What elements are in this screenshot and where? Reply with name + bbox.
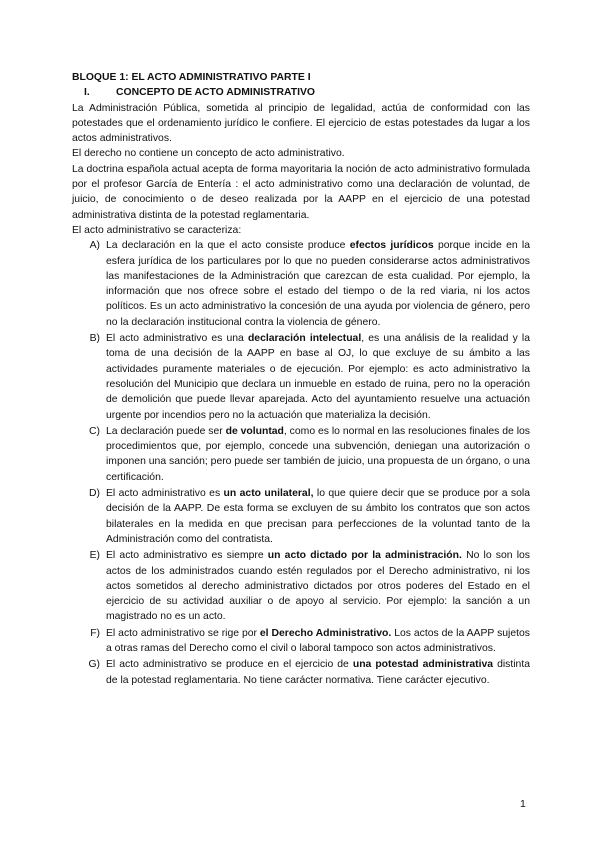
list-item-label: C) xyxy=(89,425,100,437)
list-item xyxy=(72,486,530,547)
list-item-text-pre: El acto administrativo es siempre xyxy=(106,550,268,562)
list-item-label: F) xyxy=(90,627,100,639)
list-item-label: G) xyxy=(88,659,100,671)
list-item-text-pre: El acto administrativo se rige por xyxy=(106,627,260,639)
paragraph-intro: La Administración Pública, sometida al principio de legalidad, actúa de conformidad con las potestades que el ordenamiento jurídico le confiere. El ejercicio de estas potestades da lugar a los actos administrativos. xyxy=(72,102,530,145)
list-item-text-bold: efectos jurídicos xyxy=(349,240,434,252)
list-item-text-bold: un acto unilateral, xyxy=(223,488,314,500)
list-item-text-bold: de voluntad xyxy=(225,425,284,437)
list-item-text-bold: una potestad administrativa xyxy=(352,659,494,671)
list-item xyxy=(72,331,530,423)
list-item-text-post: , es una análisis de la realidad y la toma de una decisión de la AAPP en base al OJ, lo que excluye de su ámbito a las actividades puramente materiales o de ejecución. Por ejemplo: es acto administrativo la resolución del Municipio que declara un inmueble en estado de ruina, pero no la operación de demolición que puede llevar aparejada. Acto del ayuntamiento resuelve una actuación urgente por incendios pero no la actuación que materializa la decisión. xyxy=(106,333,530,421)
list-item-text xyxy=(106,657,530,688)
list-item-label: B) xyxy=(89,333,100,345)
list-item xyxy=(72,424,530,485)
list-item-text-pre: El acto administrativo es una xyxy=(106,333,248,345)
list-item-text-post: Los actos de la AAPP sujetos a otras ramas del Derecho como el civil o laboral tampoco son actos administrativos. xyxy=(106,627,530,654)
section-title: CONCEPTO DE ACTO ADMINISTRATIVO xyxy=(116,87,315,99)
section-heading xyxy=(72,85,530,100)
list-item-text-bold: declaración intelectual xyxy=(247,333,362,345)
list-item-text xyxy=(106,238,530,330)
list-item-label: D) xyxy=(89,488,100,500)
section-number: I. xyxy=(84,87,90,99)
list-item-text-post: lo que quiere decir que se produce por a sola decisión de la AAPP. De esta forma se excluyen de su ámbito los contratos que son actos bilaterales en la medida en que precisan para perfecciones de la voluntad tanto de la Administración como del contratista. xyxy=(106,488,530,545)
list-item-text-pre: El acto administrativo se produce en el ejercicio de xyxy=(106,659,353,671)
list-item xyxy=(72,657,530,688)
page-number: 1 xyxy=(520,798,526,810)
list-item-text-pre: El acto administrativo es xyxy=(106,488,224,500)
list-item-text-post: No lo son los actos de los administrados cuando estén regulados por el Derecho administrativo, ni los actos sometidos al derecho administrativo dictados por otros poderes del Estado en el ejercicio de su actividad auxiliar o de apoyo al servicio. Por ejemplo: la sanción a un magistrado no es un acto. xyxy=(106,550,531,623)
list-item-text-post: , como es lo normal en las resoluciones finales de los procedimientos que, por ejemplo, concede una subvención, deniegan una autorización o imponen una sanción; pero puede ser también de juicio, una propuesta de un órgano, o una certificación. xyxy=(106,425,530,483)
paragraph-characteristics: El acto administrativo se caracteriza: xyxy=(72,224,242,236)
list-item xyxy=(72,626,530,657)
list-item-label: A) xyxy=(89,240,100,252)
list-item-text-bold: un acto dictado por la administración. xyxy=(267,550,462,562)
list-item-text xyxy=(106,486,530,547)
list-item-text xyxy=(106,626,530,657)
paragraph-no-concept: El derecho no contiene un concepto de acto administrativo. xyxy=(72,148,345,160)
list-item-label: E) xyxy=(89,550,100,562)
list-item-text xyxy=(106,331,530,423)
document-page xyxy=(72,70,530,689)
characteristics-list xyxy=(72,238,530,688)
list-item-text-pre: La declaración en la que el acto consiste produce xyxy=(106,240,350,252)
list-item-text-bold: el Derecho Administrativo. xyxy=(259,627,392,639)
list-item xyxy=(72,238,530,330)
list-item-text xyxy=(106,548,530,624)
paragraph-doctrine: La doctrina española actual acepta de forma mayoritaria la noción de acto administrativo formulada por el profesor García de Entería : el acto administrativo como una declaración de voluntad, de juicio, de conocimiento o de deseo realizada por la AAPP en el ejercicio de una potestad administrativa distinta de la potestad reglamentaria. xyxy=(72,163,530,221)
list-item-text-post: porque incide en la esfera jurídica de los particulares por lo que no pueden considerarse actos administrativos las manifestaciones de la Administración que carezcan de esta cualidad. Por ejemplo, la información que nos ofrece sobre el estado del tiempo o de la red viaria, ni los actos políticos. Es un acto administrativo la concesión de una ayuda por violencia de género, pero no la declaración institucional contra la violencia de género. xyxy=(106,240,530,328)
list-item-text-post: distinta de la potestad reglamentaria. No tiene carácter normativa. Tiene carácter ejecutivo. xyxy=(106,659,531,686)
list-item xyxy=(72,548,530,624)
document-title: BLOQUE 1: EL ACTO ADMINISTRATIVO PARTE I xyxy=(72,72,311,83)
list-item-text-pre: La declaración puede ser xyxy=(106,425,226,437)
list-item-text xyxy=(106,424,530,485)
